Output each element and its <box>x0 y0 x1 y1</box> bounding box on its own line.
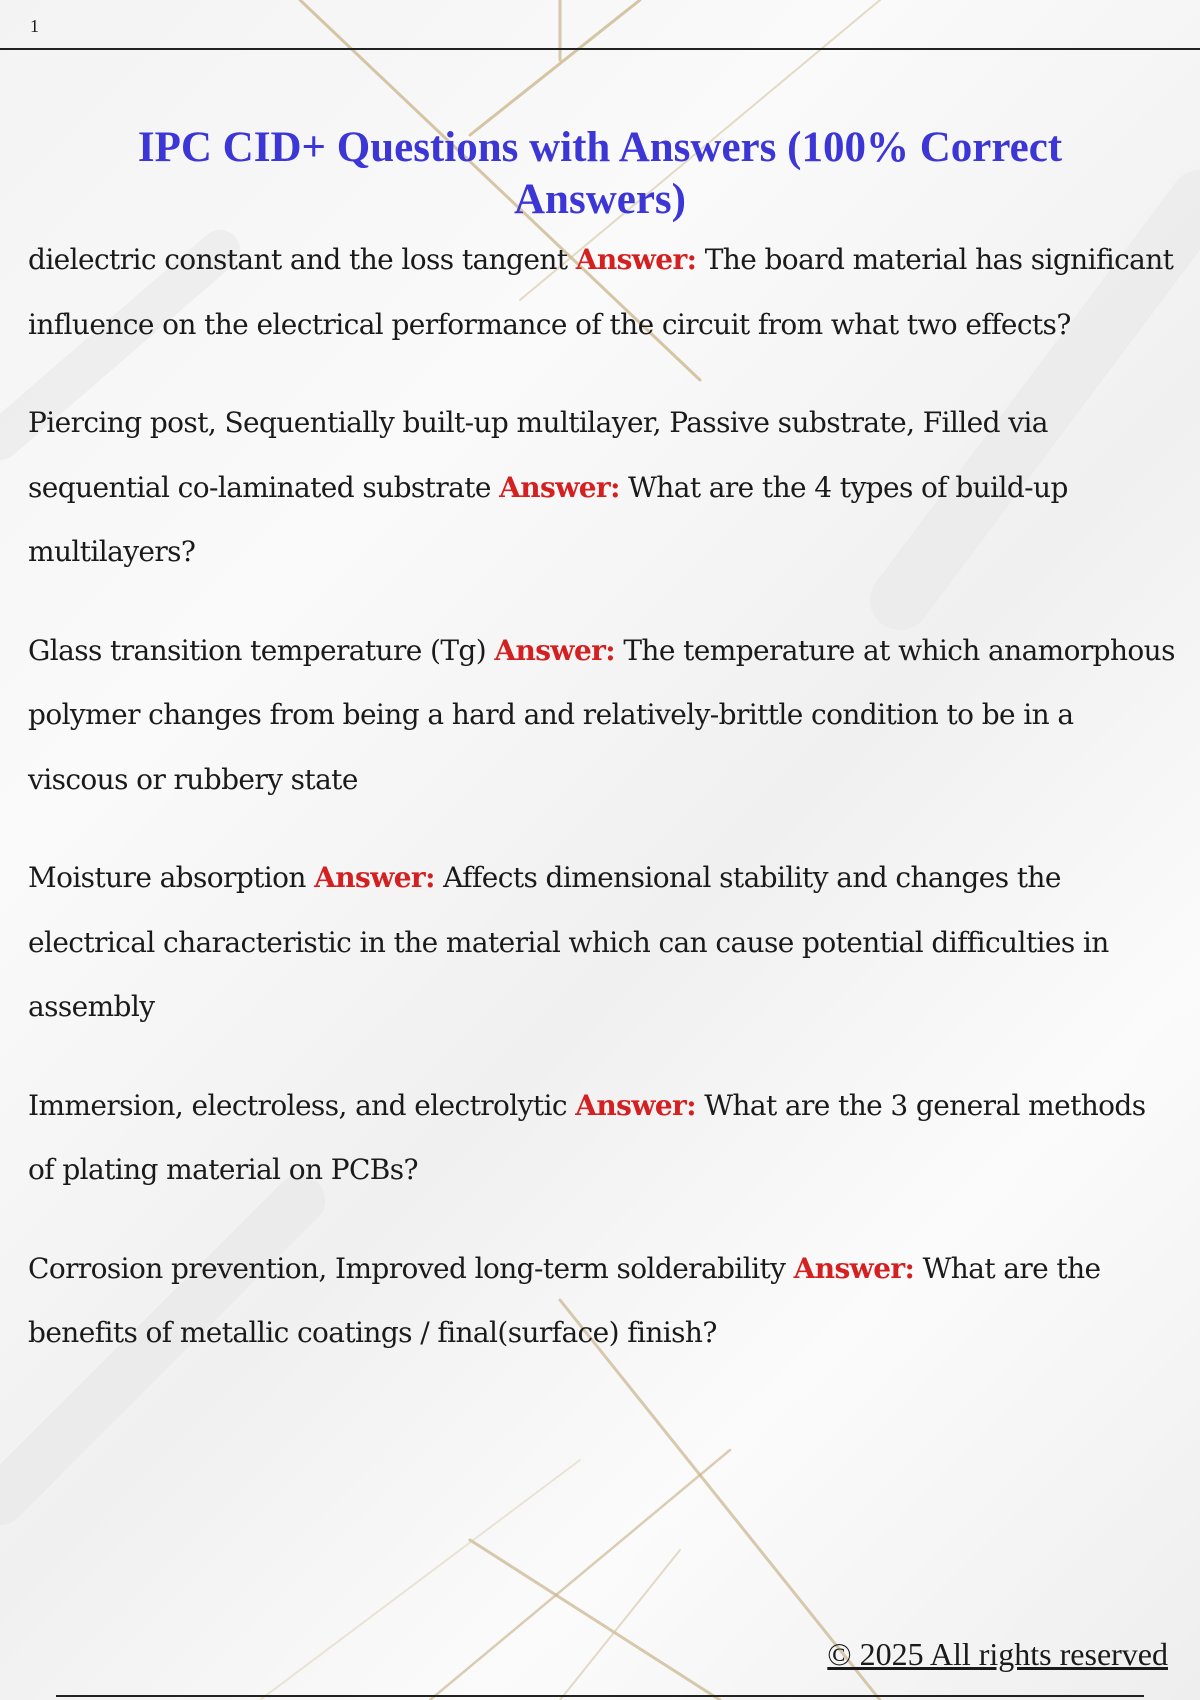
page-title: IPC CID+ Questions with Answers (100% Correct Answers) <box>137 124 1063 223</box>
qa-term: Piercing post, Sequentially built-up multilayer, Passive substrate, Filled via sequential co-laminated substrate <box>28 406 1048 504</box>
qa-list <box>28 228 1178 1400</box>
qa-text: What are the benefits of metallic coatings / final(surface) finish? <box>28 1251 1101 1349</box>
qa-term: Glass transition temperature (Tg) <box>28 633 487 667</box>
answer-label: Answer: <box>575 243 697 276</box>
answer-label: Answer: <box>494 633 616 667</box>
qa-item <box>28 1237 1178 1366</box>
qa-item <box>28 228 1178 357</box>
qa-item <box>28 619 1178 813</box>
qa-term: Immersion, electroless, and electrolytic <box>28 1088 567 1122</box>
qa-item <box>28 846 1178 1040</box>
qa-text: Affects dimensional stability and changes the electrical characteristic in the material which can cause potential difficulties in assembly <box>28 861 1109 1023</box>
answer-label: Answer: <box>499 470 620 504</box>
qa-item <box>28 391 1178 585</box>
qa-text: What are the 3 general methods of plating material on PCBs? <box>28 1088 1146 1186</box>
qa-text: What are the 4 types of build-up multilayers? <box>28 470 1068 568</box>
copyright-footer: © 2025 All rights reserved <box>827 1636 1168 1672</box>
page-number: 1 <box>30 16 39 36</box>
qa-term: Corrosion prevention, Improved long-term solderability <box>28 1251 786 1285</box>
qa-text: The temperature at which anamorphous polymer changes from being a hard and relatively-brittle condition to be in a viscous or rubbery state <box>28 633 1175 796</box>
qa-term: Moisture absorption <box>28 861 306 894</box>
qa-text: The board material has significant influence on the electrical performance of the circuit from what two effects? <box>28 243 1174 341</box>
answer-label: Answer: <box>314 861 435 894</box>
answer-label: Answer: <box>793 1251 915 1285</box>
footer-rule <box>56 1695 1144 1697</box>
qa-term: dielectric constant and the loss tangent <box>28 243 568 276</box>
header-rule <box>0 48 1200 50</box>
qa-item <box>28 1074 1178 1203</box>
answer-label: Answer: <box>575 1088 696 1122</box>
